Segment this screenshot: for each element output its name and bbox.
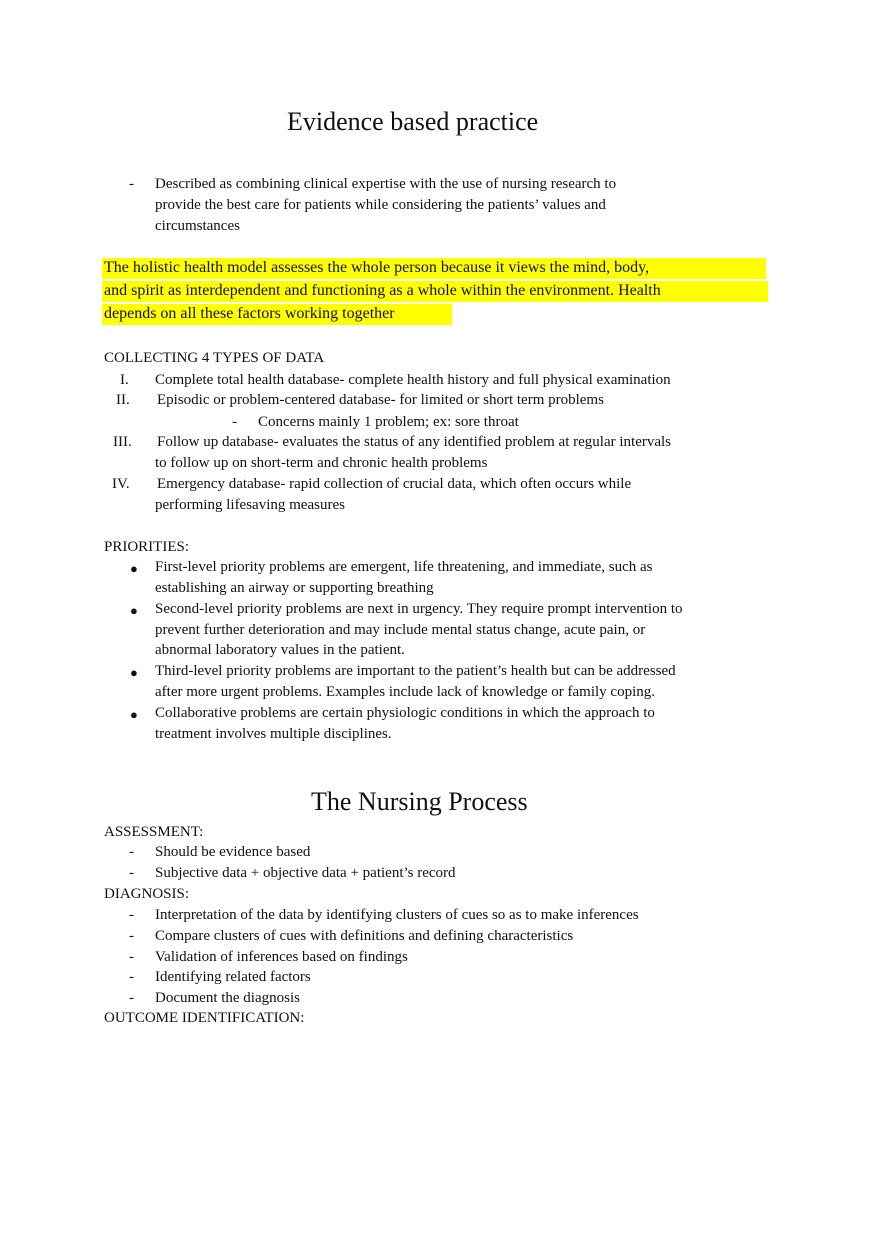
priority-line: Second-level priority problems are next in urgency. They require prompt intervention to (155, 601, 683, 617)
diagnosis-item: Compare clusters of cues with definitions and defining characteristics (155, 928, 574, 944)
list-item: to follow up on short-term and chronic health problems (155, 455, 488, 471)
list-item: Episodic or problem-centered database- for limited or short term problems (157, 392, 604, 408)
bullet-icon: ● (130, 561, 138, 576)
priority-line: treatment involves multiple disciplines. (155, 726, 392, 742)
sub-item: Concerns mainly 1 problem; ex: sore throat (258, 414, 519, 430)
sub-dash: - (232, 414, 237, 430)
intro-line: Described as combining clinical expertise with the use of nursing research to (155, 176, 617, 192)
priority-line: abnormal laboratory values in the patient. (155, 642, 405, 658)
bullet-icon: ● (130, 665, 138, 680)
assessment-item: Subjective data + objective data + patient’s record (155, 865, 456, 881)
priority-line: prevent further deterioration and may include mental status change, acute pain, or (155, 622, 646, 638)
diagnosis-item: Validation of inferences based on findings (155, 949, 408, 965)
diagnosis-item: Document the diagnosis (155, 990, 300, 1006)
intro-dash: - (129, 176, 134, 192)
priority-line: First-level priority problems are emergent, life threatening, and immediate, such as (155, 559, 653, 575)
dash-marker: - (129, 907, 134, 923)
page-title-nursing-process: The Nursing Process (311, 787, 528, 816)
section-heading-assessment: ASSESSMENT: (104, 824, 204, 840)
bullet-icon: ● (130, 603, 138, 618)
assessment-item: Should be evidence based (155, 844, 311, 860)
highlight-line: depends on all these factors working together (104, 305, 395, 322)
list-number: I. (120, 372, 129, 388)
dash-marker: - (129, 949, 134, 965)
section-heading-collecting-data: COLLECTING 4 TYPES OF DATA (104, 350, 325, 366)
list-item: Emergency database- rapid collection of crucial data, which often occurs while (157, 476, 632, 492)
priority-line: after more urgent problems. Examples include lack of knowledge or family coping. (155, 684, 655, 700)
list-number: III. (113, 434, 132, 450)
diagnosis-item: Interpretation of the data by identifying clusters of cues so as to make inferences (155, 907, 639, 923)
priority-line: Collaborative problems are certain physiologic conditions in which the approach to (155, 705, 655, 721)
bullet-icon: ● (130, 707, 138, 722)
section-heading-priorities: PRIORITIES: (104, 539, 190, 555)
highlight-line: The holistic health model assesses the whole person because it views the mind, body, (104, 259, 650, 276)
dash-marker: - (129, 865, 134, 881)
list-number: IV. (112, 476, 130, 492)
page-title-evidence-based-practice: Evidence based practice (287, 107, 539, 136)
list-item: Complete total health database- complete health history and full physical examination (155, 372, 671, 388)
priority-line: establishing an airway or supporting breathing (155, 580, 434, 596)
diagnosis-item: Identifying related factors (155, 969, 311, 985)
list-item: Follow up database- evaluates the status of any identified problem at regular intervals (157, 434, 672, 450)
highlight-line: and spirit as interdependent and functioning as a whole within the environment. Health (104, 282, 661, 299)
priority-line: Third-level priority problems are important to the patient’s health but can be addressed (155, 663, 676, 679)
intro-line: circumstances (155, 218, 240, 234)
dash-marker: - (129, 990, 134, 1006)
dash-marker: - (129, 969, 134, 985)
list-item: performing lifesaving measures (155, 497, 345, 513)
intro-line: provide the best care for patients while considering the patients’ values and (155, 197, 606, 213)
dash-marker: - (129, 844, 134, 860)
section-heading-outcome-identification: OUTCOME IDENTIFICATION: (104, 1010, 305, 1026)
list-number: II. (116, 392, 130, 408)
dash-marker: - (129, 928, 134, 944)
section-heading-diagnosis: DIAGNOSIS: (104, 886, 190, 902)
